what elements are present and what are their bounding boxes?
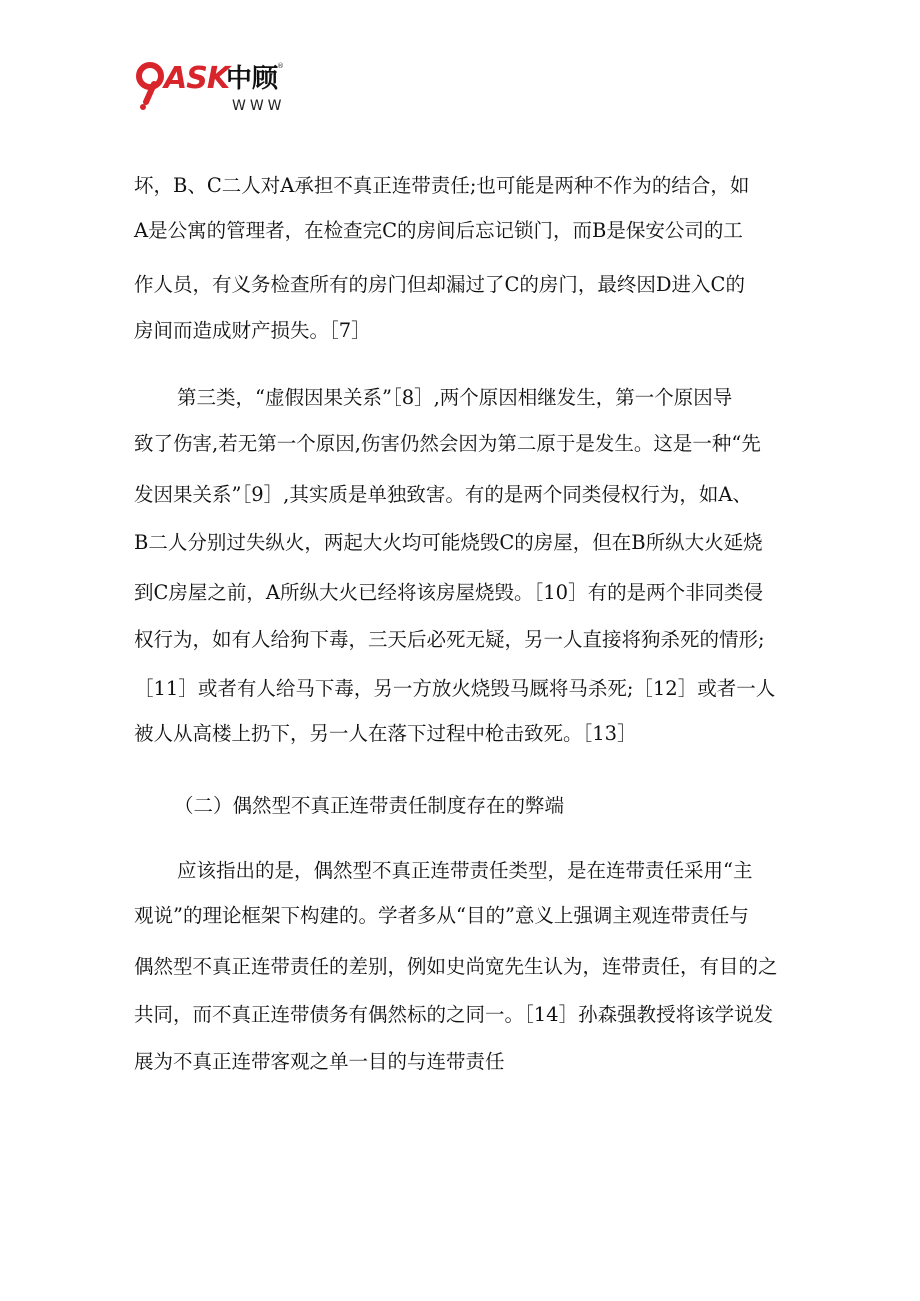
text-line: B二人分别过失纵火，两起大火均可能烧毁C的房屋，但在B所纵大火延烧 bbox=[134, 531, 763, 554]
logo-brand-chinese: 中顾 bbox=[226, 64, 279, 94]
text-line: 到C房屋之前，A所纵大火已经将该房屋烧毁。［10］有的是两个非同类侵 bbox=[134, 581, 764, 604]
text-line: A是公寓的管理者，在检查完C的房间后忘记锁门，而B是保安公司的工 bbox=[134, 219, 743, 242]
logo-brand-ask: ASK bbox=[164, 61, 230, 96]
text-line: 被人从高楼上扔下，另一人在落下过程中枪击致死。［13］ bbox=[134, 722, 637, 745]
heading-text: （二）偶然型不真正连带责任制度存在的弊端 bbox=[174, 794, 565, 817]
text-line: 展为不真正连带客观之单一目的与连带责任 bbox=[134, 1050, 505, 1073]
question-pin-icon bbox=[134, 62, 168, 110]
text-line: 观说”的理论框架下构建的。学者多从“目的”意义上强调主观连带责任与 bbox=[134, 904, 749, 927]
site-logo bbox=[134, 62, 284, 120]
text-line: 偶然型不真正连带责任的差别，例如史尚宽先生认为，连带责任，有目的之 bbox=[134, 955, 778, 978]
text-line: 作人员，有义务检查所有的房门但却漏过了C的房门，最终因D进入C的 bbox=[134, 273, 745, 296]
text-line: 坏，B、C二人对A承担不真正连带责任;也可能是两种不作为的结合，如 bbox=[134, 174, 750, 197]
text-line: 第三类，“虚假因果关系”［8］,两个原因相继发生，第一个原因导 bbox=[177, 386, 733, 409]
text-line: 致了伤害,若无第一个原因,伤害仍然会因为第二原于是发生。这是一种“先 bbox=[134, 432, 761, 455]
text-line: 应该指出的是，偶然型不真正连带责任类型，是在连带责任采用“主 bbox=[177, 859, 753, 882]
text-line: ［11］或者有人给马下毒，另一方放火烧毁马厩将马杀死;［12］或者一人 bbox=[134, 677, 776, 700]
text-line: 共同，而不真正连带债务有偶然标的之同一。［14］孙森强教授将该学说发 bbox=[134, 1003, 774, 1026]
text-line: 发因果关系”［9］,其实质是单独致害。有的是两个同类侵权行为，如A、 bbox=[134, 483, 752, 506]
text-line: 房间而造成财产损失。［7］ bbox=[134, 319, 371, 342]
logo-trademark: ® bbox=[277, 62, 284, 70]
logo-www: WWW bbox=[232, 98, 286, 114]
text-line: 权行为，如有人给狗下毒，三天后必死无疑，另一人直接将狗杀死的情形; bbox=[134, 628, 765, 651]
